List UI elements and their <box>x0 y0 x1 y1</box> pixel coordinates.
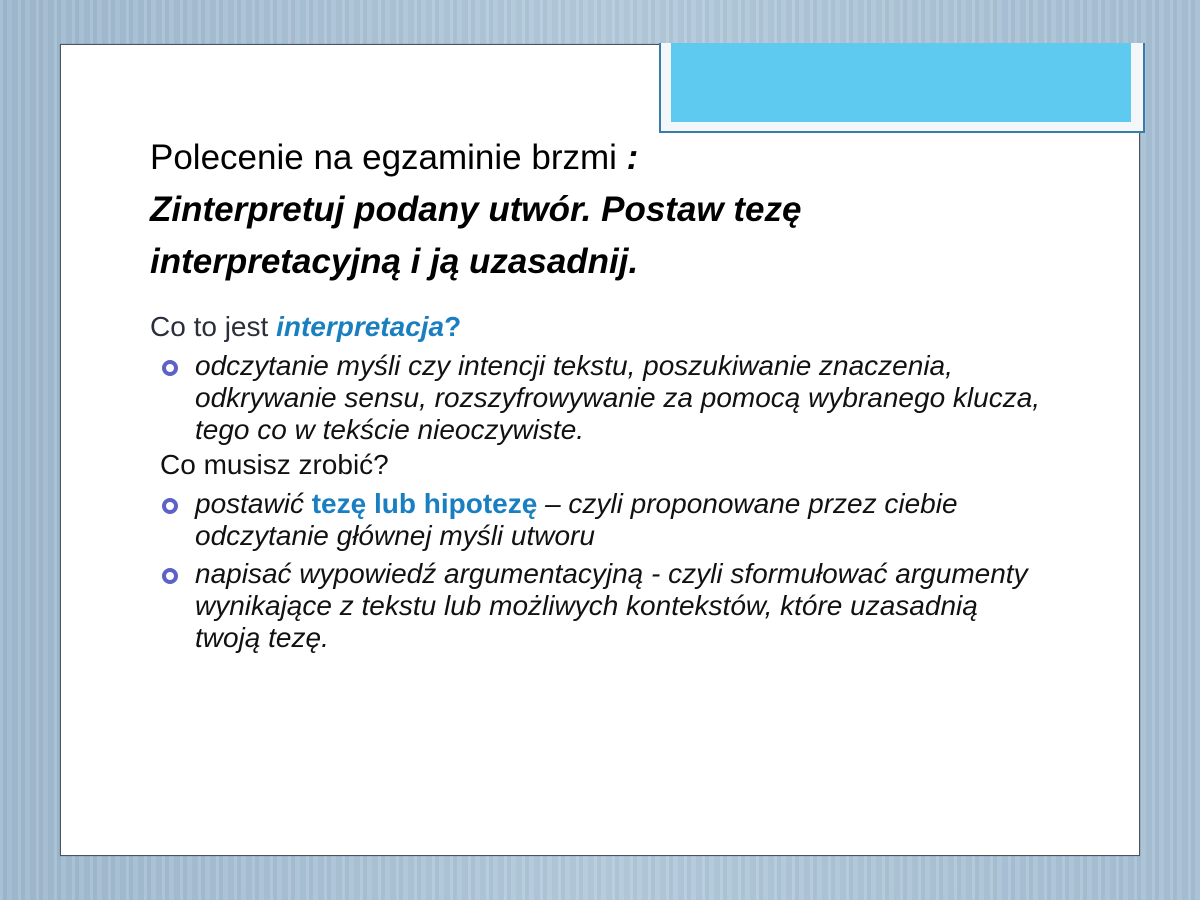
heading-intro: Polecenie na egzaminie brzmi <box>150 138 617 177</box>
list-item <box>150 558 1050 654</box>
question-what-is-interpretation <box>150 310 1050 344</box>
slide-content <box>150 132 1050 654</box>
title-placeholder-fill <box>671 43 1131 122</box>
task-list <box>150 488 1050 654</box>
task-text: napisać wypowiedź argumentacyjną - czyli sformułować argumenty wynikające z tekstu lub możliwych kontekstów, które uzasadnią twoją tezę. <box>195 558 1028 653</box>
question-accent-term: interpretacja <box>276 311 445 342</box>
title-placeholder-box <box>659 43 1145 133</box>
definition-text: odczytanie myśli czy intencji tekstu, poszukiwanie znaczenia, odkrywanie sensu, rozszyfrowywanie za pomocą wybranego klucza, tego co w tekście nieoczywiste. <box>195 350 1041 445</box>
definition-list <box>150 350 1050 446</box>
slide-heading <box>150 132 1050 288</box>
question-prefix: Co to jest <box>150 311 277 342</box>
question-what-to-do: Co musisz zrobić? <box>160 449 389 480</box>
question-mark: ? <box>444 311 462 342</box>
list-item <box>150 488 1050 552</box>
list-item <box>150 350 1050 446</box>
heading-colon: : <box>626 138 639 177</box>
task-suffix: – czyli proponowane przez ciebie odczytanie głównej myśli utworu <box>195 488 958 551</box>
ring-bullet-icon <box>162 568 178 584</box>
ring-bullet-icon <box>162 498 178 514</box>
task-prefix: postawić <box>195 488 312 519</box>
heading-command: Zinterpretuj podany utwór. Postaw tezę interpretacyjną i ją uzasadnij. <box>150 190 802 281</box>
ring-bullet-icon <box>162 360 178 376</box>
task-accent-term: tezę lub hipotezę <box>311 488 538 519</box>
